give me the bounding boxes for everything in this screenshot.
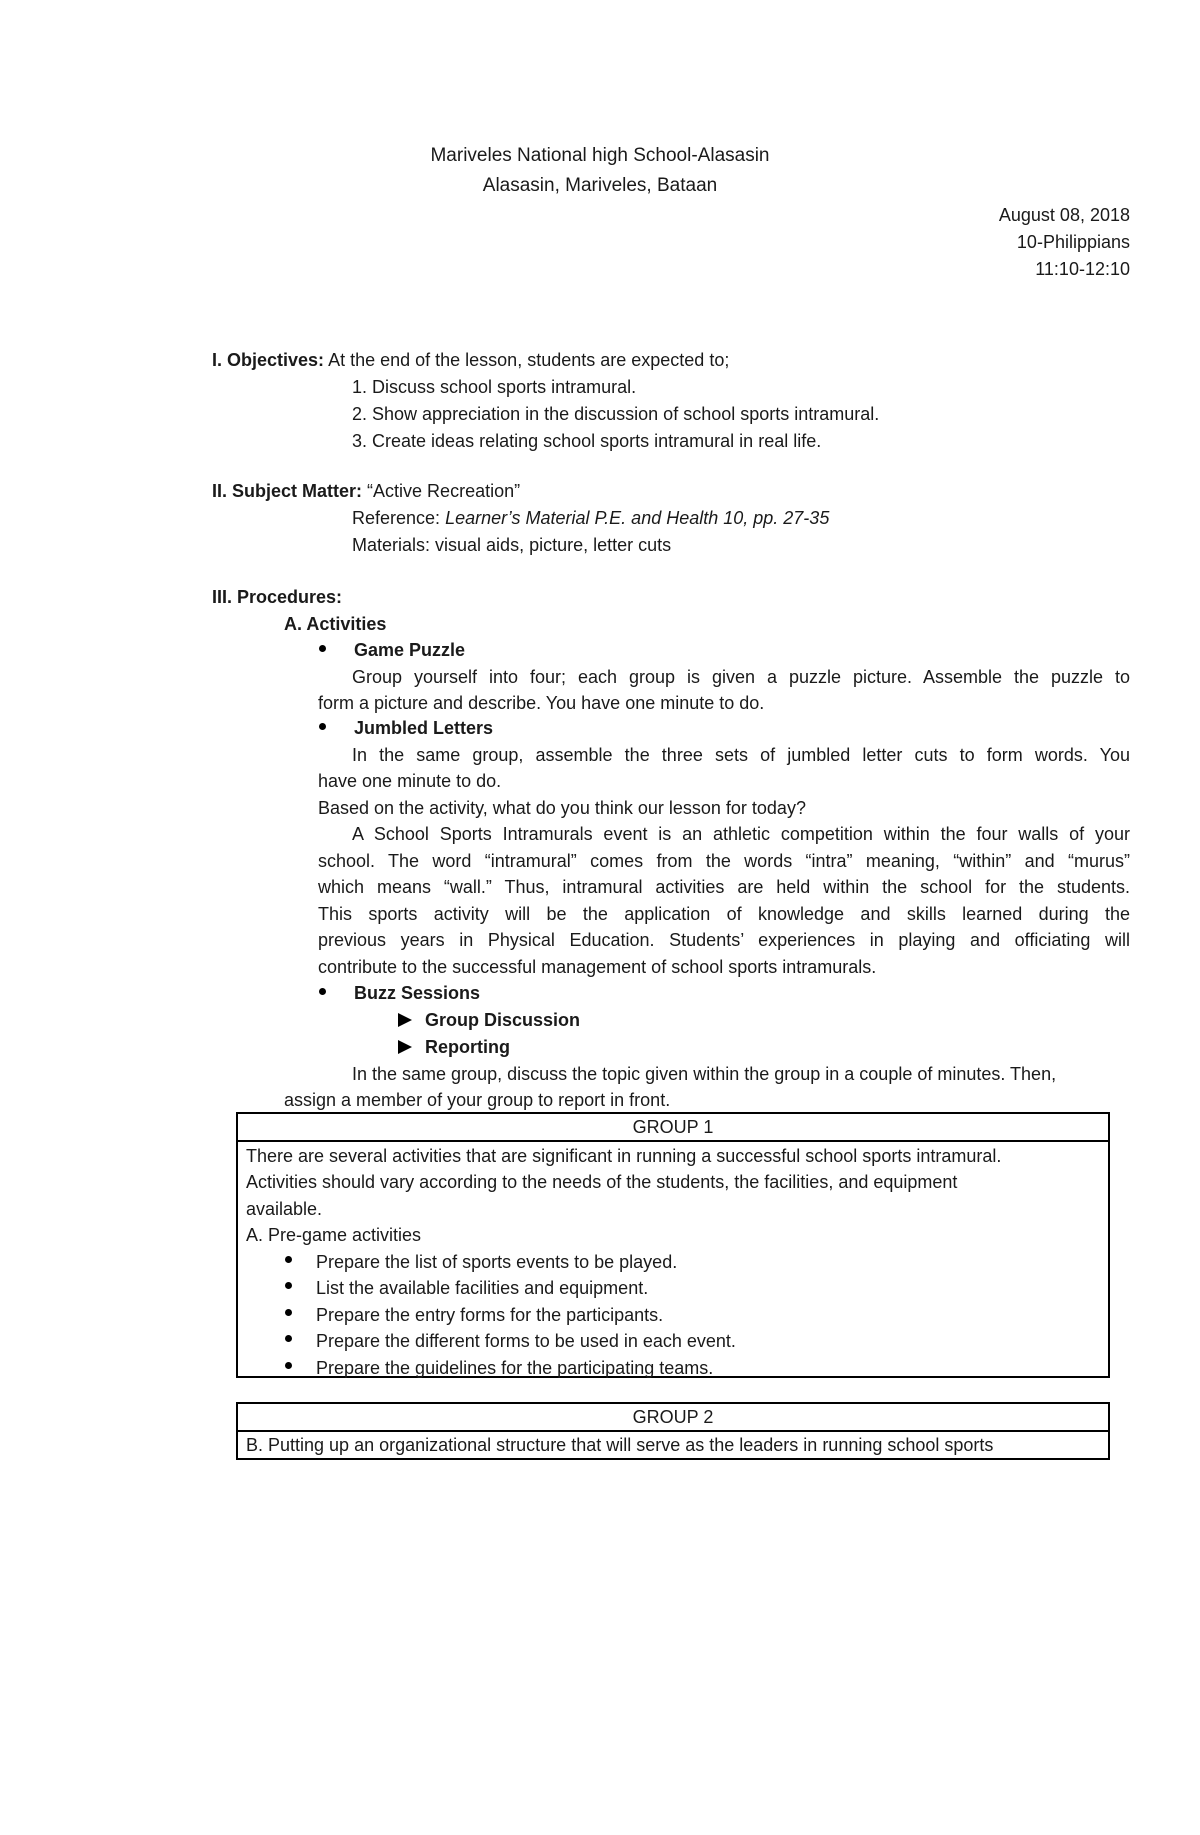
pregame-item: Prepare the guidelines for the participating teams.: [316, 1358, 714, 1378]
arrow-bullet-icon: [398, 1013, 412, 1027]
pregame-item: Prepare the list of sports events to be played.: [316, 1252, 678, 1272]
pregame-heading: A. Pre-game activities: [246, 1225, 422, 1245]
school-name: Mariveles National high School-Alasasin: [430, 145, 770, 166]
group1-text: There are several activities that are significant in running a successful school sports intramural.: [246, 1146, 1002, 1166]
buzz-sessions-text: In the same group, discuss the topic given within the group in a couple of minutes. Then,: [352, 1064, 1057, 1084]
activities-heading: A. Activities: [284, 614, 387, 634]
pregame-item: List the available facilities and equipment.: [316, 1278, 649, 1298]
objectives-heading: I. Objectives:: [212, 350, 325, 370]
bullet-icon: [285, 1256, 292, 1263]
jumbled-letters-text: In the same group, assemble the three sets of jumbled letter cuts to form words. You: [352, 745, 1130, 765]
lesson-question: Based on the activity, what do you think our lesson for today?: [318, 798, 806, 818]
objectives-section: [212, 347, 729, 373]
game-puzzle-text: Group yourself into four; each group is given a puzzle picture. Assemble the puzzle to: [352, 667, 1130, 687]
group1-text: Activities should vary according to the needs of the students, the facilities, and equipment: [246, 1172, 958, 1192]
bullet-icon: [285, 1282, 292, 1289]
paragraph-line: which means “wall.” Thus, intramural activities are held within the school for the students.: [318, 877, 1130, 897]
subject-matter-heading: II. Subject Matter:: [212, 481, 363, 501]
objective-item: 1. Discuss school sports intramural.: [352, 377, 637, 397]
buzz-sessions-title: Buzz Sessions: [354, 983, 481, 1003]
reference-line: [352, 505, 829, 531]
objective-item: 2. Show appreciation in the discussion of school sports intramural.: [352, 404, 880, 424]
jumbled-letters-text: have one minute to do.: [318, 771, 502, 791]
buzz-sessions-text: assign a member of your group to report in front.: [284, 1090, 671, 1110]
paragraph-line: A School Sports Intramurals event is an athletic competition within the four walls of your: [352, 824, 1130, 844]
paragraph-line: school. The word “intramural” comes from the words “intra” meaning, “within” and “murus”: [318, 851, 1130, 871]
procedures-heading: III. Procedures:: [212, 587, 343, 607]
pregame-item: Prepare the different forms to be used in each event.: [316, 1331, 736, 1351]
group1-text: available.: [246, 1199, 323, 1219]
bullet-icon: [285, 1309, 292, 1316]
group2-text: B. Putting up an organizational structure that will serve as the leaders in running school sports: [246, 1435, 994, 1455]
paragraph-line: previous years in Physical Education. Students’ experiences in playing and officiating will: [318, 930, 1130, 950]
objectives-intro: At the end of the lesson, students are expected to;: [328, 350, 730, 370]
school-address: Alasasin, Mariveles, Bataan: [482, 175, 718, 196]
bullet-icon: [285, 1362, 292, 1369]
reference-value: Learner’s Material P.E. and Health 10, pp. 27-35: [445, 508, 830, 528]
group1-title: GROUP 1: [632, 1117, 714, 1137]
group-discussion-item: Group Discussion: [425, 1010, 581, 1030]
table-divider: [236, 1140, 1110, 1142]
bullet-icon: [285, 1335, 292, 1342]
bullet-icon: [319, 723, 326, 730]
pregame-item: Prepare the entry forms for the participants.: [316, 1305, 664, 1325]
class-section: 10-Philippians: [1016, 232, 1130, 252]
paragraph-line: This sports activity will be the application of knowledge and skills learned during the: [318, 904, 1130, 924]
materials-line: Materials: visual aids, picture, letter cuts: [352, 535, 672, 555]
game-puzzle-title: Game Puzzle: [354, 640, 466, 660]
class-time: 11:10-12:10: [1035, 259, 1130, 279]
subject-matter-section: [212, 478, 520, 504]
group2-title: GROUP 2: [632, 1407, 714, 1427]
objective-item: 3. Create ideas relating school sports intramural in real life.: [352, 431, 822, 451]
jumbled-letters-title: Jumbled Letters: [354, 718, 494, 738]
lesson-date: August 08, 2018: [998, 205, 1130, 225]
reporting-item: Reporting: [425, 1037, 510, 1057]
subject-topic: “Active Recreation”: [367, 481, 521, 501]
arrow-bullet-icon: [398, 1040, 412, 1054]
paragraph-line: contribute to the successful management of school sports intramurals.: [318, 957, 877, 977]
game-puzzle-text: form a picture and describe. You have one minute to do.: [318, 693, 765, 713]
bullet-icon: [319, 988, 326, 995]
bullet-icon: [319, 645, 326, 652]
reference-label: Reference:: [352, 508, 441, 528]
